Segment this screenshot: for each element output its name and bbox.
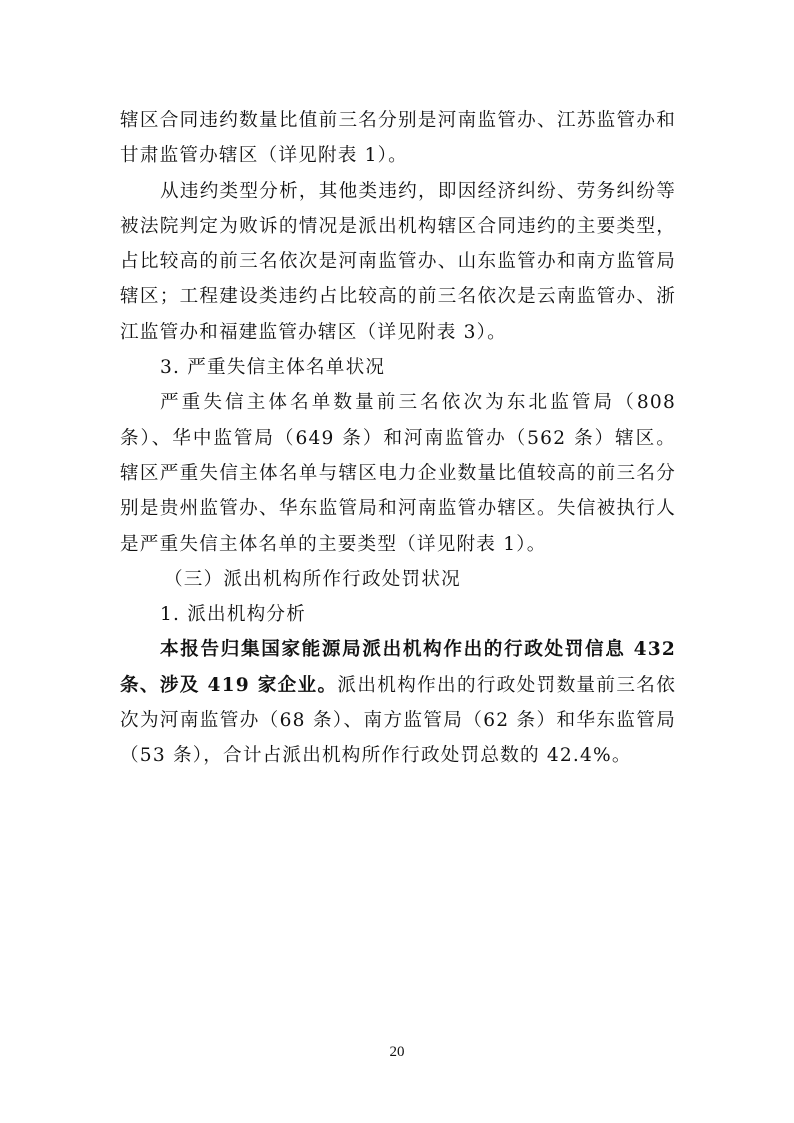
section-heading-blacklist	[120, 350, 676, 385]
paragraph-penalties	[120, 632, 676, 773]
section-heading-agency-analysis	[120, 597, 676, 632]
paragraph-text: 从违约类型分析，其他类违约，即因经济纠纷、劳务纠纷等被法院判定为败诉的情况是派出机构辖区合同违约的主要类型，占比较高的前三名依次是河南监管办、山东监管办和南方监管局辖区；工程建设类违约占比较高的前三名依次是云南监管办、浙江监管办和福建监管办辖区（详见附表 3）。	[120, 180, 676, 343]
body-text	[120, 103, 676, 774]
paragraph-text: 派出机构作出的行政处罚数量前三名依次为河南监管办（68 条）、南方监管局（62 条）和华东监管局（53 条），合计占派出机构所作行政处罚总数的 42.4%。	[120, 674, 676, 767]
paragraph-contract-ratio	[120, 103, 676, 174]
heading-text: 1. 派出机构分析	[160, 604, 307, 626]
page-number: 20	[389, 1044, 405, 1060]
paragraph-blacklist	[120, 385, 676, 561]
heading-text: 3. 严重失信主体名单状况	[160, 357, 386, 379]
section-heading-penalties	[120, 562, 676, 597]
paragraph-bold-lead: 本报告归集国家能源局派出机构作出的行政处罚信息 432 条、涉及 419 家企业。	[120, 639, 676, 696]
paragraph-text: 辖区合同违约数量比值前三名分别是河南监管办、江苏监管办和甘肃监管办辖区（详见附表 1）。	[120, 110, 676, 167]
paragraph-violation-type	[120, 174, 676, 350]
paragraph-text: 严重失信主体名单数量前三名依次为东北监管局（808 条）、华中监管局（649 条）和河南监管办（562 条）辖区。辖区严重失信主体名单与辖区电力企业数量比值较高的前三名分别是贵州监管办、华东监管局和河南监管办辖区。失信被执行人是严重失信主体名单的主要类型（详见附表 1）。	[120, 392, 676, 555]
heading-text: （三）派出机构所作行政处罚状况	[164, 568, 461, 590]
